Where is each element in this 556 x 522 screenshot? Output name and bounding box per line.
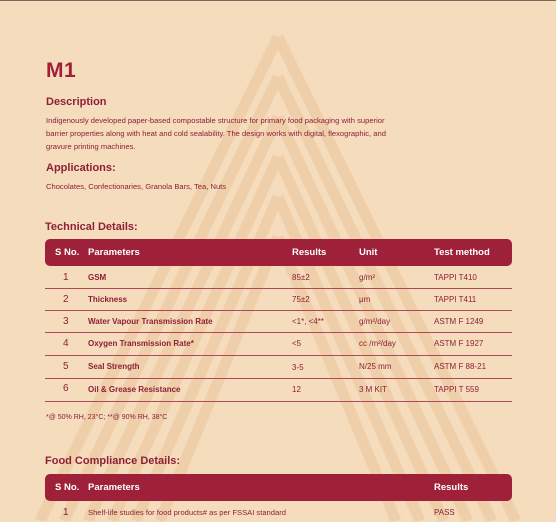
row-unit: g/m² [359,273,375,282]
row-unit: 3 M KIT [359,385,388,394]
row-parameter: Water Vapour Transmission Rate [88,317,213,326]
table-row [45,379,512,402]
row-parameter: Oil & Grease Resistance [88,385,181,394]
row-result: 85±2 [292,273,310,282]
row-parameter: Thickness [88,295,128,304]
table-row [45,311,512,333]
row-sno: 1 [63,507,69,518]
table-row [45,267,512,289]
row-sno: 2 [63,294,69,305]
column-header-results: Results [434,482,469,493]
row-test-method: ASTM F 1927 [434,339,484,348]
row-sno: 6 [63,383,69,394]
product-code: M1 [46,59,77,82]
description-heading: Description [46,96,107,108]
table-row [45,333,512,356]
row-test-method: TAPPI T411 [434,295,477,304]
column-header-results: Results [292,247,327,258]
row-result: 3-5 [292,363,304,372]
description-line: gravure printing machines. [46,142,136,151]
column-header-unit: Unit [359,247,378,258]
column-header-parameters: Parameters [88,482,140,493]
row-unit: g/m²/day [359,317,391,326]
row-test-method: TAPPI T 559 [434,385,479,394]
table-row [45,356,512,379]
row-parameter: Oxygen Transmission Rate* [88,339,194,348]
description-line: barrier properties along with heat and cold sealability. The design works with digital, flexographic, and [46,129,386,138]
row-sno: 3 [63,316,69,327]
technical-footnote: *@ 50% RH, 23°C; **@ 90% RH, 38°C [46,414,168,421]
food-compliance-heading: Food Compliance Details: [45,455,181,467]
row-result: <5 [292,339,302,348]
applications-text: Chocolates, Confectionaries, Granola Bars, Tea, Nuts [46,182,227,191]
row-result: 12 [292,385,301,394]
column-header-sno: S No. [55,247,80,258]
table-row [45,289,512,311]
column-header-test-method: Test method [434,247,490,258]
column-header-sno: S No. [55,482,80,493]
row-unit: μm [359,295,371,304]
row-test-method: ASTM F 88-21 [434,362,487,371]
row-unit: cc /m²/day [359,339,396,348]
row-sno: 4 [63,338,69,349]
table-row [45,504,512,522]
row-test-method: ASTM F 1249 [434,317,484,326]
row-unit: N/25 mm [359,362,392,371]
compliance-table-header [45,474,512,501]
technical-table-header [45,239,512,266]
row-sno: 5 [63,361,69,372]
row-test-method: TAPPI T410 [434,273,477,282]
row-parameter: Shelf-life studies for food products# as per FSSAI standard [88,508,286,517]
row-result: 75±2 [292,295,310,304]
row-result: <1*, <4** [292,317,325,326]
description-line: Indigenously developed paper-based compostable structure for primary food packaging with superior [46,116,385,125]
applications-heading: Applications: [46,162,116,174]
row-sno: 1 [63,272,69,283]
description-text [46,114,486,153]
column-header-parameters: Parameters [88,247,140,258]
technical-details-heading: Technical Details: [45,221,138,233]
row-parameter: Seal Strength [88,362,140,371]
row-result: PASS [434,508,455,517]
row-parameter: GSM [88,273,107,282]
